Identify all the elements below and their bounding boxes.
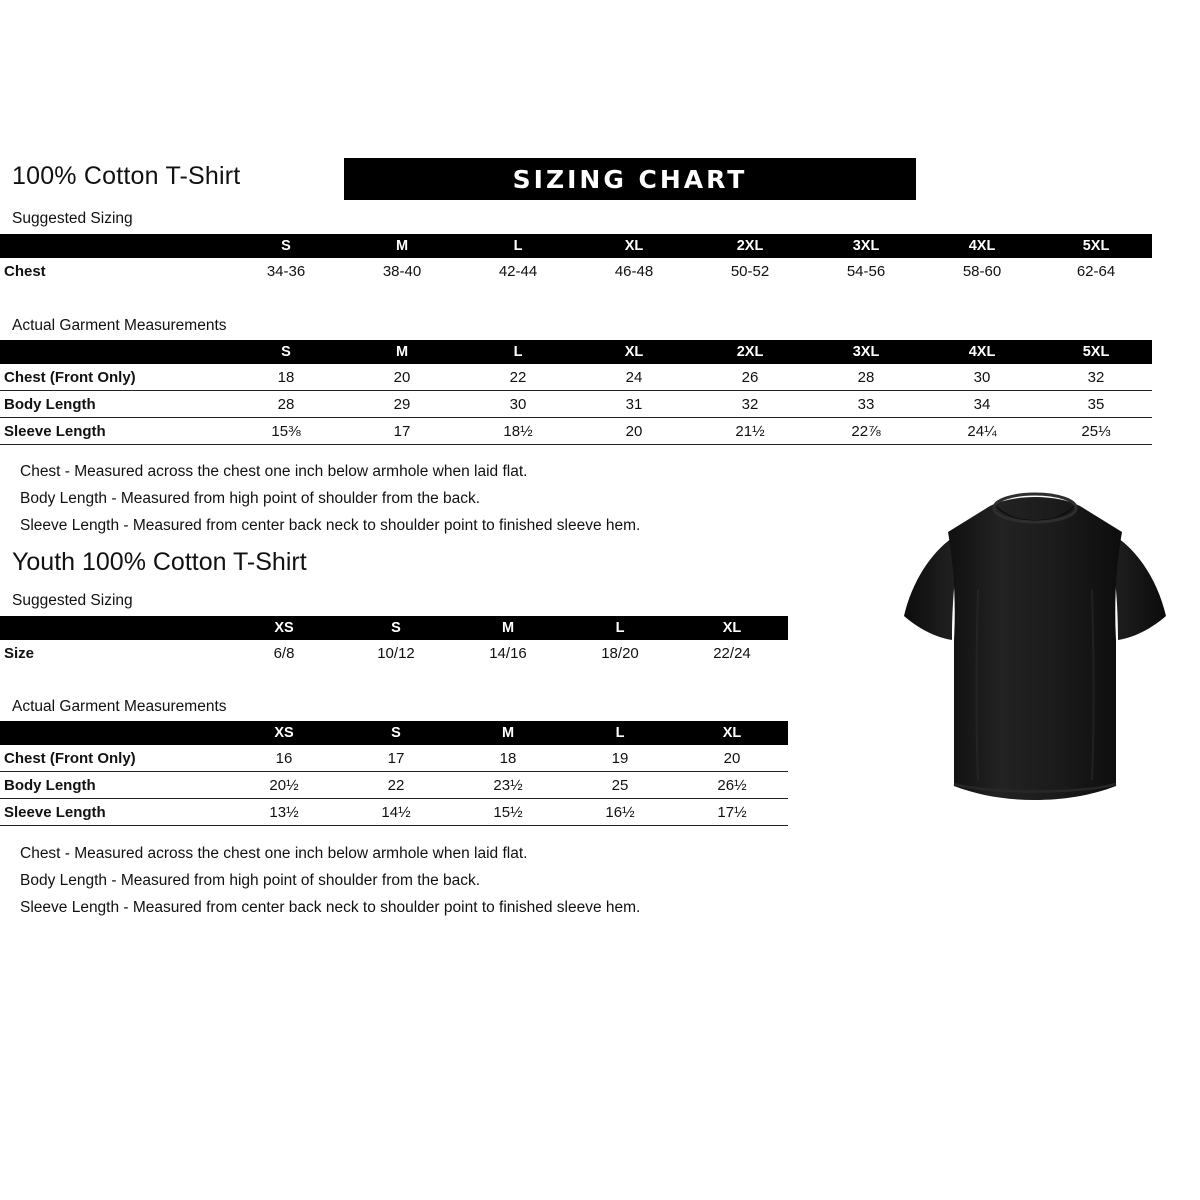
sizing-chart-banner-label: SIZING CHART [512, 165, 748, 194]
header-cell: XL [576, 234, 692, 258]
header-cell: S [228, 340, 344, 364]
header-cell: XL [676, 616, 788, 640]
table-cell: 25 [564, 772, 676, 799]
row-label: Chest (Front Only) [0, 745, 228, 772]
header-cell: 5XL [1040, 234, 1152, 258]
table-cell: 15⅜ [228, 418, 344, 445]
header-cell [0, 721, 228, 745]
header-cell: XL [576, 340, 692, 364]
youth-actual-measurements-table [0, 721, 788, 826]
table-cell: 24¼ [924, 418, 1040, 445]
header-cell: XS [228, 616, 340, 640]
table-cell: 46-48 [614, 262, 654, 280]
table-cell: 26 [692, 364, 808, 391]
table-cell: 32 [692, 391, 808, 418]
table-cell: 31 [576, 391, 692, 418]
table-row [0, 258, 1152, 284]
youth-suggested-sizing-label: Suggested Sizing [12, 592, 133, 609]
youth-actual-measurements-label: Actual Garment Measurements [12, 698, 227, 715]
header-cell: L [460, 340, 576, 364]
header-cell: M [452, 616, 564, 640]
header-cell: 4XL [924, 340, 1040, 364]
table-cell: 20 [576, 418, 692, 445]
row-label: Sleeve Length [0, 418, 228, 445]
table-row [0, 745, 788, 772]
table-cell: 21½ [692, 418, 808, 445]
youth-section-title: Youth 100% Cotton T-Shirt [12, 548, 307, 576]
adult-suggested-sizing-table [0, 234, 1152, 284]
table-cell: 50-52 [730, 262, 770, 280]
table-cell: 34-36 [266, 262, 306, 280]
youth-suggested-sizing-table [0, 616, 788, 666]
sizing-chart-banner [344, 158, 916, 200]
row-label: Sleeve Length [0, 799, 228, 826]
adult-suggested-sizing-label: Suggested Sizing [12, 210, 133, 227]
table-header-row [0, 616, 788, 640]
product-image [890, 470, 1180, 815]
header-cell: L [564, 616, 676, 640]
table-cell: 38-40 [382, 262, 422, 280]
header-cell: S [228, 234, 344, 258]
header-cell: S [340, 721, 452, 745]
table-cell: 29 [344, 391, 460, 418]
youth-note-sleeve-length: Sleeve Length - Measured from center back neck to shoulder point to finished sleeve hem. [20, 899, 641, 916]
table-cell: 6/8 [273, 644, 295, 662]
table-cell: 32 [1040, 364, 1152, 391]
table-cell: 17 [340, 745, 452, 772]
header-cell: S [340, 616, 452, 640]
table-cell: 25⅓ [1040, 418, 1152, 445]
table-row [0, 799, 788, 826]
table-cell: 18 [228, 364, 344, 391]
adult-note-chest: Chest - Measured across the chest one inch below armhole when laid flat. [20, 463, 528, 480]
table-cell: 20½ [228, 772, 340, 799]
table-header-row [0, 234, 1152, 258]
table-cell: 33 [808, 391, 924, 418]
table-cell: 14½ [340, 799, 452, 826]
table-row [0, 391, 1152, 418]
row-label: Chest [4, 262, 46, 280]
table-cell: 28 [228, 391, 344, 418]
table-header-row [0, 721, 788, 745]
header-cell: M [344, 340, 460, 364]
table-cell: 10/12 [377, 644, 415, 662]
table-cell: 16 [228, 745, 340, 772]
table-cell: 22⅞ [808, 418, 924, 445]
table-cell: 20 [344, 364, 460, 391]
title-row [12, 158, 1188, 202]
header-cell: 3XL [808, 234, 924, 258]
table-row [0, 418, 1152, 445]
header-cell: M [344, 234, 460, 258]
youth-note-body-length: Body Length - Measured from high point of shoulder from the back. [20, 872, 481, 889]
header-cell: XL [676, 721, 788, 745]
header-cell: 2XL [692, 234, 808, 258]
adult-actual-measurements-table [0, 340, 1152, 445]
table-cell: 24 [576, 364, 692, 391]
row-label: Chest (Front Only) [0, 364, 228, 391]
table-cell: 22/24 [713, 644, 751, 662]
table-row [0, 640, 788, 666]
table-cell: 18½ [460, 418, 576, 445]
table-cell: 13½ [228, 799, 340, 826]
header-cell: 4XL [924, 234, 1040, 258]
adult-actual-measurements-label: Actual Garment Measurements [12, 317, 227, 334]
table-cell: 16½ [564, 799, 676, 826]
table-cell: 18/20 [601, 644, 639, 662]
table-cell: 30 [460, 391, 576, 418]
table-cell: 62-64 [1076, 262, 1116, 280]
table-cell: 19 [564, 745, 676, 772]
table-cell: 54-56 [846, 262, 886, 280]
table-header-row [0, 340, 1152, 364]
header-cell: L [460, 234, 576, 258]
table-row [0, 772, 788, 799]
page-title: 100% Cotton T-Shirt [12, 162, 241, 190]
header-cell: 3XL [808, 340, 924, 364]
table-cell: 17 [344, 418, 460, 445]
table-cell: 22 [340, 772, 452, 799]
header-cell: M [452, 721, 564, 745]
table-cell: 42-44 [498, 262, 538, 280]
adult-note-sleeve-length: Sleeve Length - Measured from center back neck to shoulder point to finished sleeve hem. [20, 517, 641, 534]
row-label: Body Length [0, 391, 228, 418]
header-cell: L [564, 721, 676, 745]
header-cell [0, 340, 228, 364]
header-cell: XS [228, 721, 340, 745]
row-label: Body Length [0, 772, 228, 799]
table-cell: 35 [1040, 391, 1152, 418]
table-cell: 20 [676, 745, 788, 772]
table-cell: 22 [460, 364, 576, 391]
adult-note-body-length: Body Length - Measured from high point of shoulder from the back. [20, 490, 481, 507]
table-cell: 28 [808, 364, 924, 391]
table-cell: 14/16 [489, 644, 527, 662]
header-cell: 2XL [692, 340, 808, 364]
table-cell: 18 [452, 745, 564, 772]
header-cell [0, 616, 228, 640]
black-t-shirt-icon [890, 470, 1180, 815]
table-cell: 17½ [676, 799, 788, 826]
header-cell: 5XL [1040, 340, 1152, 364]
youth-note-chest: Chest - Measured across the chest one inch below armhole when laid flat. [20, 845, 528, 862]
table-cell: 34 [924, 391, 1040, 418]
table-row [0, 364, 1152, 391]
table-cell: 23½ [452, 772, 564, 799]
table-cell: 15½ [452, 799, 564, 826]
row-label: Size [4, 644, 35, 662]
table-cell: 30 [924, 364, 1040, 391]
table-cell: 26½ [676, 772, 788, 799]
table-cell: 58-60 [962, 262, 1002, 280]
header-cell [0, 234, 228, 258]
